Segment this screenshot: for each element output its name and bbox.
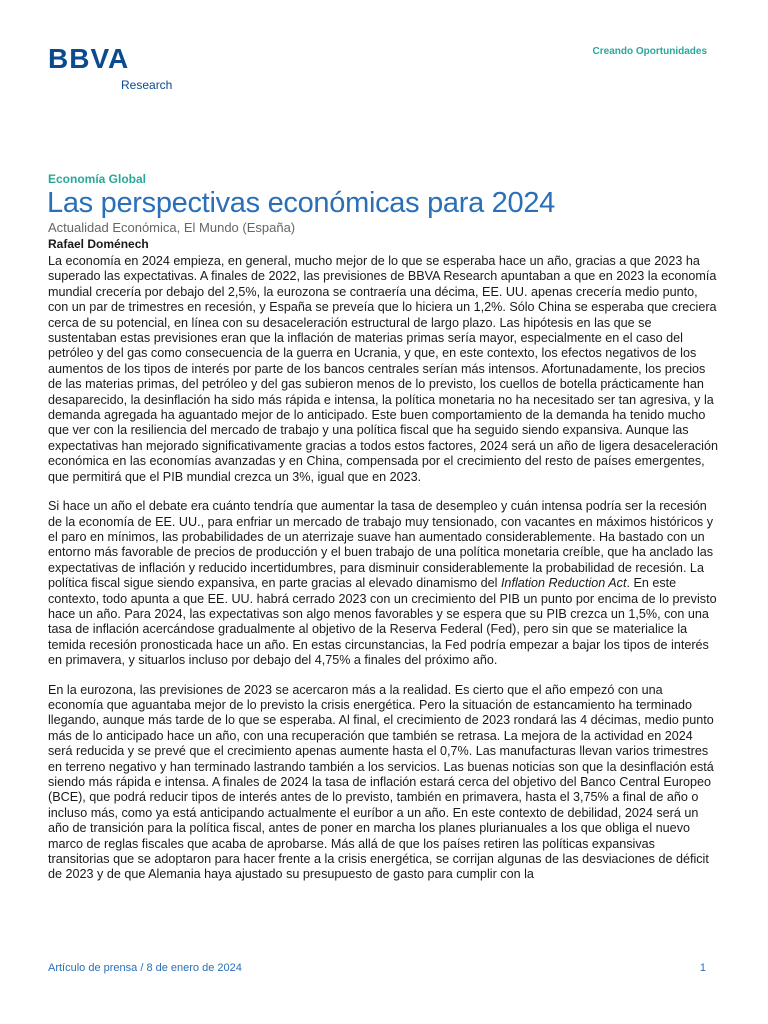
- header-slogan: Creando Oportunidades: [592, 46, 707, 57]
- paragraph-2-part-2: . En este contexto, todo apunta a que EE. UU. habrá cerrado 2023 con un crecimiento del PIB un punto por encima de lo previsto hace un año. Para 2024, las expectativas son algo menos favorables y se espera que su PIB crezca un 1,5%, con una tasa de inflación acercándose gradualmente al objetivo de la Reserva Federal (Fed), pero sin que se materialice la temida recesión pronosticada hace un año. En estas circunstancias, la Fed podría empezar a bajar los tipos de interés en primavera, y situarlos incluso por debajo del 4,75% a finales del próximo año.: [48, 576, 717, 668]
- paragraph-1: La economía en 2024 empieza, en general, mucho mejor de lo que se esperaba hace un año, gracias a que 2023 ha superado las expectativas. A finales de 2022, las previsiones de BBVA Research apuntaban a que en 2023 la economía mundial crecería por debajo del 2,5%, la eurozona se contraería una décima, EE. UU. apenas crecería medio punto, con un par de trimestres en recesión, y España se preveía que lo hiciera un 1,2%. Sólo China se esperaba que creciera cerca de su potencial, en línea con su desaceleración estructural de largo plazo. Las hipótesis en las que se sustentaban estas previsiones eran que la inflación de materias primas sería mayor, especialmente en el caso del petróleo y del gas como consecuencia de la guerra en Ucrania, y que, en este contexto, los efectos negativos de los aumentos de los tipos de interés por parte de los bancos centrales serían más intensos. Afortunadamente, los precios de las materias primas, del petróleo y del gas subieron menos de lo previsto, los cuellos de botella prácticamente han desaparecido, la desinflación ha sido más rápida e intensa, la política monetaria no ha necesitado ser tan agresiva, y la demanda agregada ha aguantado mejor de lo anticipado. Este buen comportamiento de la demanda ha tenido mucho que ver con la resiliencia del mercado de trabajo y una política fiscal que ha seguido siendo expansiva. Aunque las expectativas han mejorado significativamente gracias a todos estos factores, 2024 será un año de ligera desaceleración económica en las economías avanzadas y en China, compensada por el crecimiento del resto de países emergentes, que permitirá que el PIB mundial crezca un 3%, igual que en 2023.: [48, 254, 718, 484]
- logo-subtitle: Research: [121, 78, 173, 92]
- page-title: Las perspectivas económicas para 2024: [47, 187, 555, 219]
- logo-wordmark: BBVA: [48, 43, 130, 74]
- article-body: [48, 254, 718, 922]
- publication-subtitle: Actualidad Económica, El Mundo (España): [48, 220, 296, 235]
- footer-publication-date: Artículo de prensa / 8 de enero de 2024: [48, 962, 242, 974]
- page-number: 1: [699, 962, 706, 974]
- paragraph-2-part-1: Si hace un año el debate era cuánto tendría que aumentar la tasa de desempleo y cuán intensa podría ser la recesión de la economía de EE. UU., para enfriar un mercado de trabajo muy tensionado, con vacantes en máximos históricos y el paro en mínimos, las probabilidades de un aterrizaje suave han aumentado considerablemente. Ha bastado con un entorno más favorable de precios de producción y el buen trabajo de una política monetaria creíble, que ha anclado las expectativas de inflación y reducido incertidumbres, para disminuir considerablemente la probabilidad de recesión. La política fiscal sigue siendo expansiva, en parte gracias al elevado dinamismo del: [48, 499, 714, 591]
- author-name: Rafael Doménech: [48, 237, 149, 251]
- paragraph-2: [48, 499, 718, 668]
- section-label: Economía Global: [48, 172, 147, 186]
- paragraph-3: En la eurozona, las previsiones de 2023 se acercaron más a la realidad. Es cierto que el año empezó con una economía que aguantaba mejor de lo previsto la crisis energética. Pero la situación de estancamiento ha terminado llegando, aunque más tarde de lo que se esperaba. Al final, el crecimiento de 2023 rondará las 4 décimas, medio punto más de lo anticipado hace un año, con una recuperación que también se retrasa. La mejora de la actividad en 2024 será reducida y se prevé que el crecimiento apenas aumente hasta el 0,7%. Las manufacturas llevan varios trimestres en terreno negativo y han terminado lastrando también a los servicios. Las buenas noticias son que la desinflación está siendo más rápida e intensa. A finales de 2024 la tasa de inflación estará cerca del objetivo del Banco Central Europeo (BCE), que podrá reducir tipos de interés antes de lo previsto, también en primavera, hasta el 3,75% a final de año o incluso más, como ya está anticipando actualmente el euríbor a un año. En este contexto de debilidad, 2024 será un año de transición para la política fiscal, antes de poner en marcha los planes plurianuales a los que obliga el nuevo marco de reglas fiscales que acaba de aprobarse. Más allá de que los países retiren las políticas expansivas transitorias que se adoptaron para hacer frente a la crisis energética, se corrijan algunas de las desviaciones de déficit de 2023 y de que Alemania haya ajustado su presupuesto de gasto para cumplir con la: [48, 682, 714, 882]
- inflation-reduction-act-italic: Inflation Reduction Act: [500, 576, 627, 591]
- bbva-research-logo: [48, 44, 172, 92]
